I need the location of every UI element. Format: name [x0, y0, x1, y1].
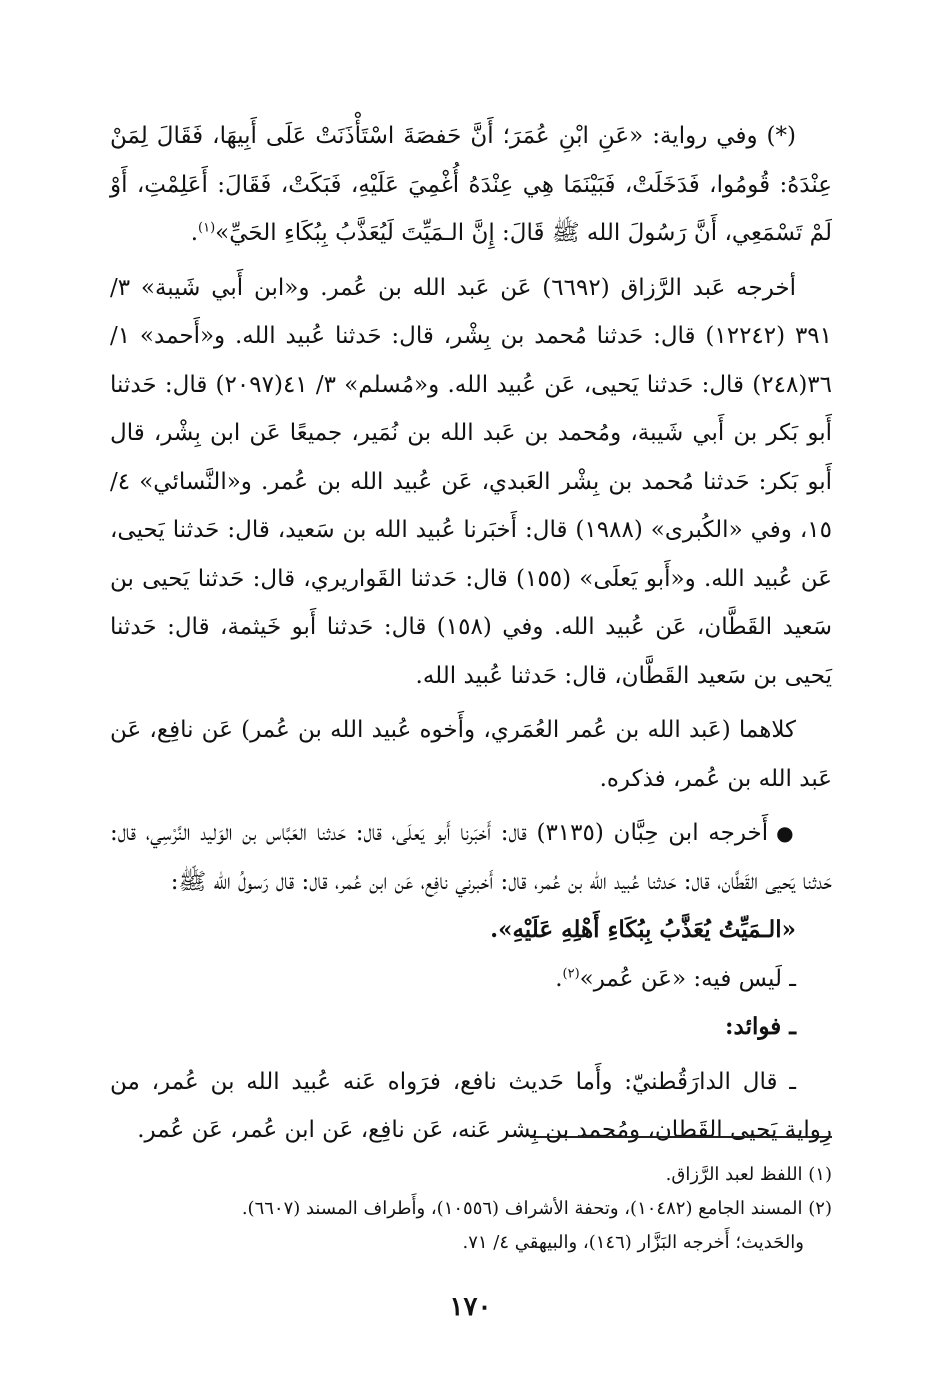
- paragraph-daraqutni: ـ قال الدارَقُطنيّ: وأَما حَديث نافع، فرَواه عَنه عُبيد الله بن عُمر، من رِواية يَحيى القَطان، ومُحمد بن بِشر عَنه، عَن نافِع، عَن ابن عُمر، عَن عُمر.: [110, 1068, 832, 1143]
- note-not-from-umar: [110, 955, 832, 1004]
- footnote-1: (١) اللفظ لعبد الرَّزاق.: [665, 1164, 832, 1185]
- footnote-2-continuation: والحَديث؛ أَخرجه البَزَّار (١٤٦)، والبيهقي ٤/ ٧١.: [462, 1232, 804, 1253]
- paragraph-ibn-hibban: [110, 809, 832, 906]
- bullet-icon: ●: [776, 821, 796, 845]
- footnote-2: (٢) المسند الجامع (١٠٤٨٢)، وتحفة الأشراف (١٠٥٥٦)، وأَطراف المسند (٦٦٠٧).: [241, 1198, 832, 1219]
- footnote-divider: [530, 1136, 832, 1138]
- note-text: ـ لَيس فيه: «عَن عُمر»: [579, 965, 796, 992]
- footnote-ref-2: (٢): [562, 965, 580, 981]
- footnotes: [110, 1158, 832, 1260]
- paragraph-hadith-variant: [110, 112, 832, 258]
- ibn-hibban-text: أَخرجه ابن حِبَّان (٣١٣٥) قال: أَخبَرنا أَبو يَعلَى، قال: حَدثنا العَبَّاس بن الوَليد النَّرْسِي، قال: حَدثنا يَحيى القَطَّان، قال: حَدثنا عُبيد الله بن عُمر، قال: أَخبرني نافِع، عَن ابن عُمر، قال: قال رَسولُ الله ﷺ:: [110, 820, 832, 895]
- footnote-ref-1: (١): [198, 220, 216, 236]
- hadith-variant-text: (*) وفي رواية: «عَنِ ابْنِ عُمَرَ؛ أَنَّ حَفصَةَ اسْتَأْذَنَتْ عَلَى أَبِيهَا، فَقَالَ لِمَنْ عِنْدَهُ: قُومُوا، فَدَخَلَتْ، فَبَيْنَمَا هِي عِنْدَهُ أُغْمِيَ عَلَيْهِ، فَبَكَتْ، فَقَالَ: أَعَلِمْتِ، أَوْ لَمْ تَسْمَعِي، أَنَّ رَسُولَ الله ﷺ قَالَ: إِنَّ الـمَيِّتَ لَيُعَذَّبُ بِبُكَاءِ الحَيِّ»: [110, 123, 832, 246]
- note-end: .: [555, 965, 563, 992]
- fawaid-heading: ـ فوائد:: [725, 1013, 796, 1040]
- hadith-variant-end: .: [190, 220, 198, 246]
- paragraph-both-of-them: كلاهما (عَبد الله بن عُمر العُمَري، وأَخوه عُبيد الله بن عُمر) عَن نافِع، عَن عَبد الله بن عُمر، فذكره.: [110, 717, 832, 792]
- paragraph-takhrij: أخرجه عَبد الرَّزاق (٦٦٩٢) عَن عَبد الله بن عُمر. و«ابن أَبي شَيبة» ٣/ ٣٩١ (١٢٢٤٢) قال: حَدثنا مُحمد بن بِشْر، قال: حَدثنا عُبيد الله. و«أَحمد» ١/ ٣٦(٢٤٨) قال: حَدثنا يَحيى، عَن عُبيد الله. و«مُسلم» ٣/ ٤١(٢٠٩٧) قال: حَدثنا أَبو بَكر بن أَبي شَيبة، ومُحمد بن عَبد الله بن نُمَير، جميعًا عَن ابن بِشْر، قال أَبو بَكر: حَدثنا مُحمد بن بِشْر العَبدي، عَن عُبيد الله بن عُمر. و«النَّسائي» ٤/ ١٥، وفي «الكُبرى» (١٩٨٨) قال: أَخبَرنا عُبيد الله بن سَعيد، قال: حَدثنا يَحيى، عَن عُبيد الله. و«أَبو يَعلَى» (١٥٥) قال: حَدثنا القَواريري، قال: حَدثنا يَحيى بن سَعيد القَطَّان، عَن عُبيد الله. وفي (١٥٨) قال: حَدثنا أَبو خَيثمة، قال: حَدثنا يَحيى بن سَعيد القَطَّان، قال: حَدثنا عُبيد الله.: [110, 274, 833, 689]
- page-number: ١٧٠: [449, 1292, 492, 1322]
- page-body: [110, 112, 832, 1155]
- hadith-quote: «الـمَيِّتُ يُعَذَّبُ بِبُكَاءِ أَهْلِهِ عَلَيْهِ».: [490, 916, 796, 943]
